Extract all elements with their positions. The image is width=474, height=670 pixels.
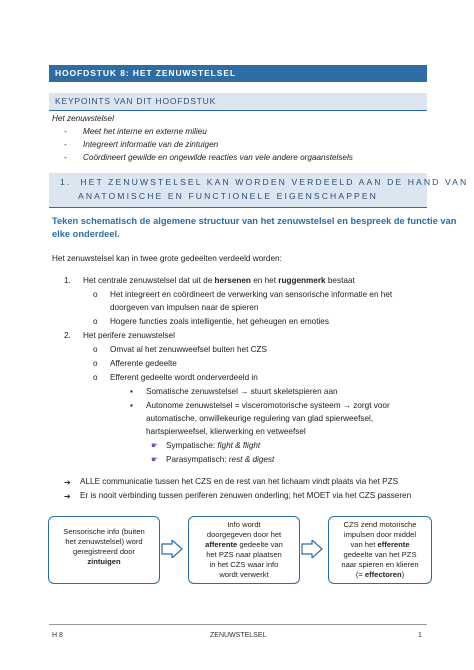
flow-text: van het efferente: [350, 540, 410, 549]
flow-text: naar spieren en klieren: [341, 560, 419, 569]
question-line2: elke onderdeel.: [52, 229, 120, 239]
note-text: Er is nooit verbinding tussen periferen zenuwen onderling; het MOET via het CZS passeren: [80, 491, 412, 500]
flow-arrow-icon: [160, 540, 186, 558]
chapter-header: [49, 65, 427, 82]
question-line1: Teken schematisch de algemene structuur van het zenuwstelsel en bespreek de functie van: [52, 216, 457, 226]
square-bullet-icon: ▪: [130, 401, 133, 410]
sympathetic-item: Sympatische: fight & flight: [166, 441, 261, 450]
sub-item: Het integreert en coördineert de verwerking van sensorische informatie en het: [110, 290, 393, 299]
bullet-o: o: [93, 345, 98, 354]
flow-text: Info wordt: [227, 520, 261, 529]
footer-chapter: H 8: [52, 632, 63, 639]
chapter-title: HOOFDSTUK 8: HET ZENUWSTELSEL: [55, 68, 236, 78]
sub-sub-item-autonomic: Autonome zenuwstelsel = visceromotorische systeem → zorgt voor: [146, 401, 390, 410]
sub-item: Hogere functies zoals intelligentie, het geheugen en emoties: [110, 317, 329, 326]
bullet-o: o: [93, 359, 98, 368]
sub-item: Afferente gedeelte: [110, 359, 177, 368]
flow-text: het PZS naar plaatsen: [206, 550, 282, 559]
note-text: ALLE communicatie tussen het CZS en de rest van het lichaam vindt plaats via het PZS: [80, 477, 399, 486]
autonomic-cont: automatische, onwillekeurige regulering van glad spierweefsel,: [146, 414, 374, 423]
flow-text: gedeelte van het PZS: [343, 550, 417, 559]
section-title-2: ANATOMISCHE EN FUNCTIONELE EIGENSCHAPPEN: [78, 191, 378, 201]
list-bullet: -: [64, 140, 67, 149]
list-item-pzs: Het perifere zenuwstelsel: [83, 331, 175, 340]
autonomic-cont: hartspierweefsel, klierwerking en vetweefsel: [146, 427, 306, 436]
list-number: 1.: [64, 276, 71, 285]
keypoints-title: KEYPOINTS VAN DIT HOOFDSTUK: [55, 96, 217, 106]
keypoints-subtitle: Het zenuwstelsel: [52, 114, 114, 123]
flow-text: in het CZS waar info: [209, 560, 279, 569]
sub-item: Efferent gedeelte wordt onderverdeeld in: [110, 373, 258, 382]
flow-box-efferent: [328, 516, 432, 584]
pointing-hand-icon: ☛: [151, 441, 159, 450]
flow-text: afferente gedeelte van: [205, 540, 283, 549]
list-bullet: -: [64, 127, 67, 136]
footer-divider: [49, 624, 427, 625]
flow-box-sensory: [48, 516, 160, 584]
list-bullet: -: [64, 153, 67, 162]
flow-arrow-icon: [300, 540, 326, 558]
flow-text: doorgegeven door het: [206, 530, 282, 539]
flow-text: Sensorische info (buiten: [63, 527, 145, 536]
flow-text: (= effectoren): [355, 570, 405, 579]
bullet-o: o: [93, 373, 98, 382]
keypoint-item: Meet het interne en externe milieu: [83, 127, 207, 136]
keypoint-item: Integreert informatie van de zintuigen: [83, 140, 219, 149]
list-number: 2.: [64, 331, 71, 340]
bullet-o: o: [93, 317, 98, 326]
keypoint-item: Coördineert gewilde en ongewilde reacties van vele andere orgaanstelsels: [83, 153, 353, 162]
section-number: 1.: [60, 177, 72, 187]
arrow-right-icon: ➔: [64, 492, 71, 501]
flow-box-afferent: [188, 516, 300, 584]
flow-text: het zenuwstelsel) word: [65, 537, 143, 546]
flow-text: geregistreerd door: [72, 547, 136, 556]
arrow-right-icon: ➔: [64, 478, 71, 487]
section-title-1: HET ZENUWSTELSEL KAN WORDEN VERDEELD AAN DE HAND VAN: [80, 177, 469, 187]
keypoints-header: [49, 93, 427, 111]
footer-title: ZENUWSTELSEL: [210, 632, 267, 639]
flow-text: CZS zend motorische: [343, 520, 417, 529]
page-number: 1: [418, 632, 422, 639]
intro-text: Het zenuwstelsel kan in twee grote gedeelten verdeeld worden:: [52, 254, 282, 263]
sub-item-cont: doorgeven van impulsen naar de spieren: [110, 303, 259, 312]
section-heading-line1: [60, 177, 468, 187]
section-header: [49, 173, 469, 208]
flow-text: impulsen door middel: [343, 530, 417, 539]
sub-sub-item-somatic: Somatische zenuwstelsel → stuurt skeletspieren aan: [146, 387, 338, 396]
flow-text-bold: zintuigen: [87, 557, 121, 566]
flow-text: wordt verwerkt: [219, 570, 269, 579]
sub-item: Omvat al het zenuwweefsel buiten het CZS: [110, 345, 268, 354]
square-bullet-icon: ▪: [130, 387, 133, 396]
list-item-czs: Het centrale zenuwstelsel dat uit de hersenen en het ruggenmerk bestaat: [83, 276, 355, 285]
parasympathetic-item: Parasympatisch: rest & digest: [166, 455, 275, 464]
bullet-o: o: [93, 290, 98, 299]
pointing-hand-icon: ☛: [151, 455, 159, 464]
